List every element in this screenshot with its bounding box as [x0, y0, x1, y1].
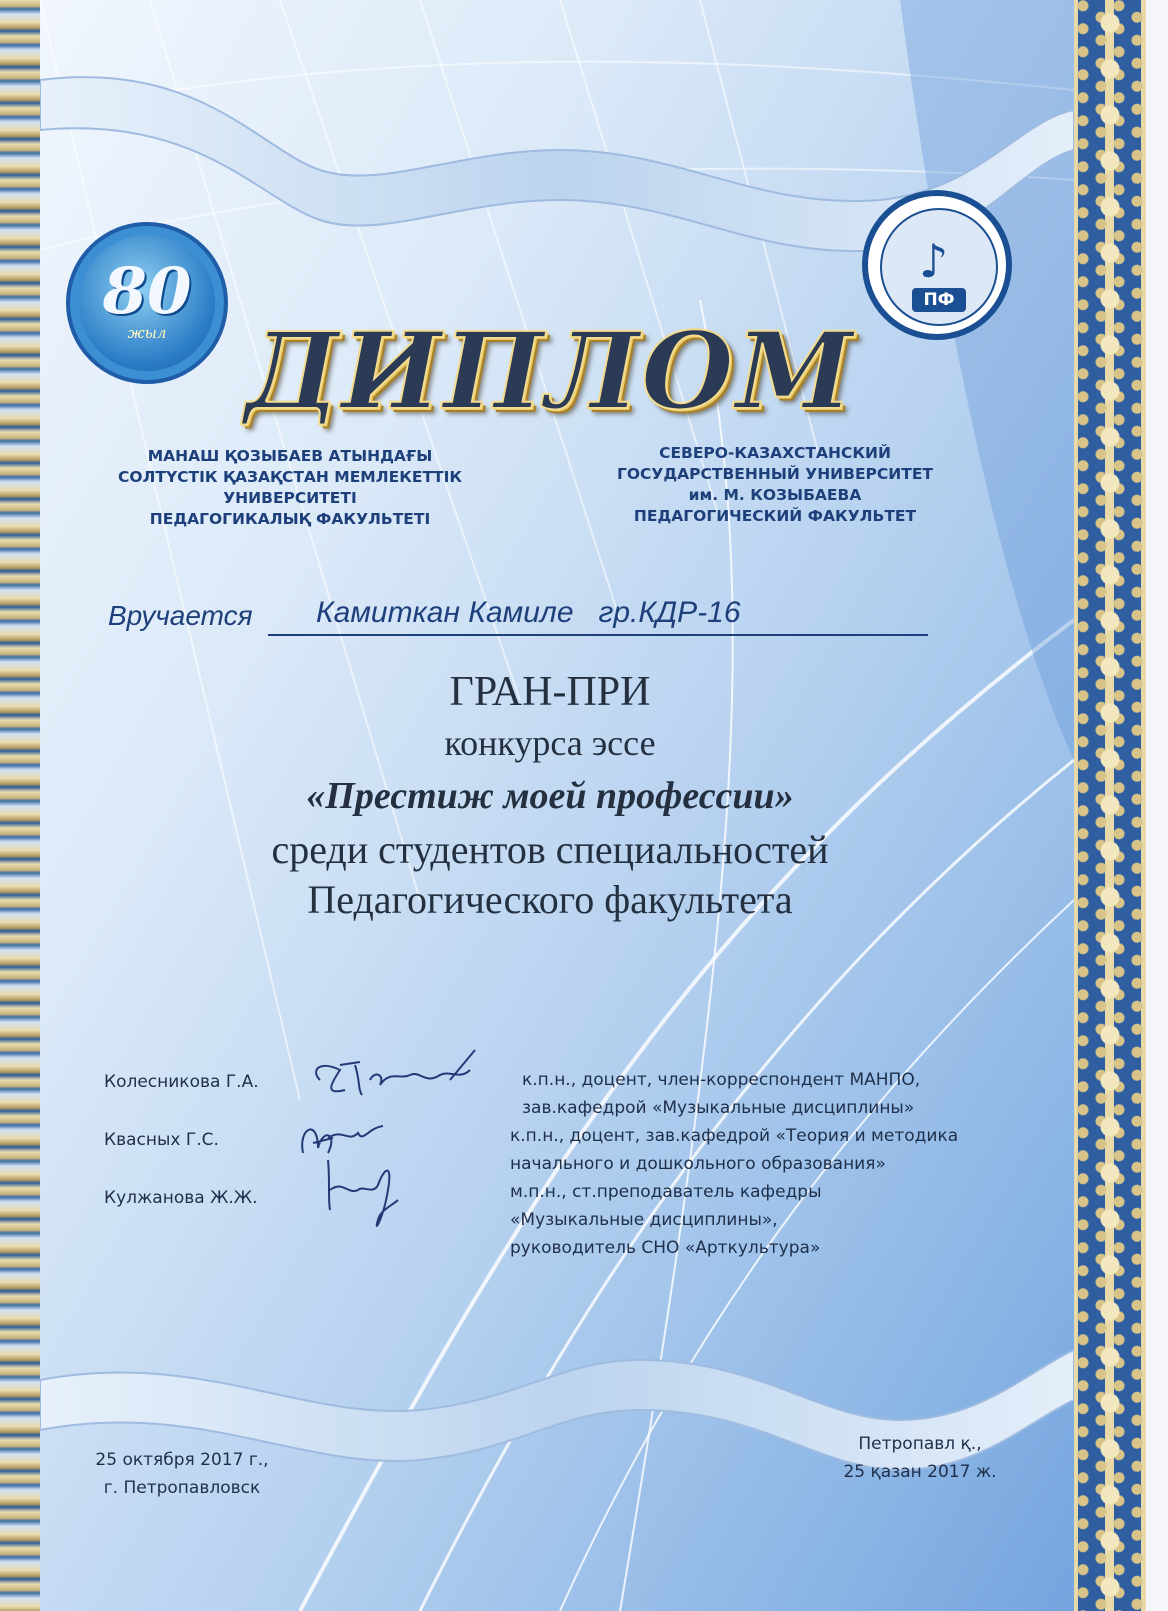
role-line: зав.кафедрой «Музыкальные дисциплины»: [522, 1098, 915, 1118]
signatory-name: Кулжанова Ж.Ж.: [104, 1188, 258, 1208]
award-audience: среди студентов специальностей: [271, 827, 829, 872]
signatory-name: Колесникова Г.А.: [104, 1072, 259, 1092]
ornament-border-right: [1074, 0, 1146, 1611]
signatory-roles: [510, 1066, 1050, 1262]
org-kz-line: СОЛТҮСТІК ҚАЗАҚСТАН МЕМЛЕКЕТТІК: [117, 468, 463, 486]
award-faculty: Педагогического факультета: [307, 877, 793, 922]
organization-kazakh: [100, 446, 480, 530]
date-line: Петропавл қ.,: [858, 1434, 982, 1454]
anniversary-subtitle: жыл: [127, 324, 167, 342]
award-contest: конкурса эссе: [444, 723, 656, 763]
recipient-name: Камиткан Камиле гр.КДР-16: [316, 596, 741, 629]
award-contest-title: «Престиж моей профессии»: [306, 775, 794, 817]
ornament-border-left: [0, 0, 40, 1611]
role-line: к.п.н., доцент, член-корреспондент МАНПО,: [522, 1070, 921, 1090]
org-ru-line: СЕВЕРО-КАЗАХСТАНСКИЙ: [659, 444, 891, 462]
signature-3: [318, 1150, 418, 1240]
faculty-logo-inner: [880, 208, 998, 326]
role-line: руководитель СНО «Арткультура»: [510, 1238, 821, 1258]
date-line: г. Петропавловск: [103, 1478, 261, 1498]
org-kz-line: УНИВЕРСИТЕТІ: [223, 489, 357, 507]
anniversary-number: 80: [102, 254, 192, 329]
faculty-logo: [862, 190, 1012, 340]
anniversary-logo: [66, 222, 228, 384]
signature-1: [300, 1040, 500, 1110]
award-grand-prix: ГРАН-ПРИ: [449, 669, 651, 715]
date-line: 25 октября 2017 г.,: [95, 1450, 269, 1470]
date-russian: [82, 1446, 282, 1502]
date-line: 25 қазан 2017 ж.: [843, 1462, 997, 1482]
org-kz-line: МАНАШ ҚОЗЫБАЕВ АТЫНДАҒЫ: [147, 447, 433, 465]
organization-russian: [590, 443, 960, 527]
page-edge: [1146, 0, 1168, 1611]
faculty-initials: ПФ: [923, 290, 955, 310]
award-line: [108, 596, 938, 640]
role-line: начального и дошкольного образования»: [510, 1154, 886, 1174]
role-line: м.п.н., ст.преподаватель кафедры: [510, 1182, 822, 1202]
org-kz-line: ПЕДАГОГИКАЛЫҚ ФАКУЛЬТЕТІ: [149, 510, 431, 528]
role-line: «Музыкальные дисциплины»,: [510, 1210, 778, 1230]
role-line: к.п.н., доцент, зав.кафедрой «Теория и методика: [510, 1126, 959, 1146]
underline: [268, 634, 928, 636]
award-label: Вручается: [108, 600, 253, 631]
lyre-icon: ♪: [919, 234, 949, 288]
signatory-name: Квасных Г.С.: [104, 1130, 219, 1150]
org-ru-line: ПЕДАГОГИЧЕСКИЙ ФАКУЛЬТЕТ: [633, 507, 917, 525]
diploma-title: ДИПЛОМ: [245, 308, 855, 433]
date-kazakh: [820, 1430, 1020, 1486]
org-ru-line: им. М. КОЗЫБАЕВА: [688, 486, 862, 504]
org-ru-line: ГОСУДАРСТВЕННЫЙ УНИВЕРСИТЕТ: [616, 465, 933, 483]
